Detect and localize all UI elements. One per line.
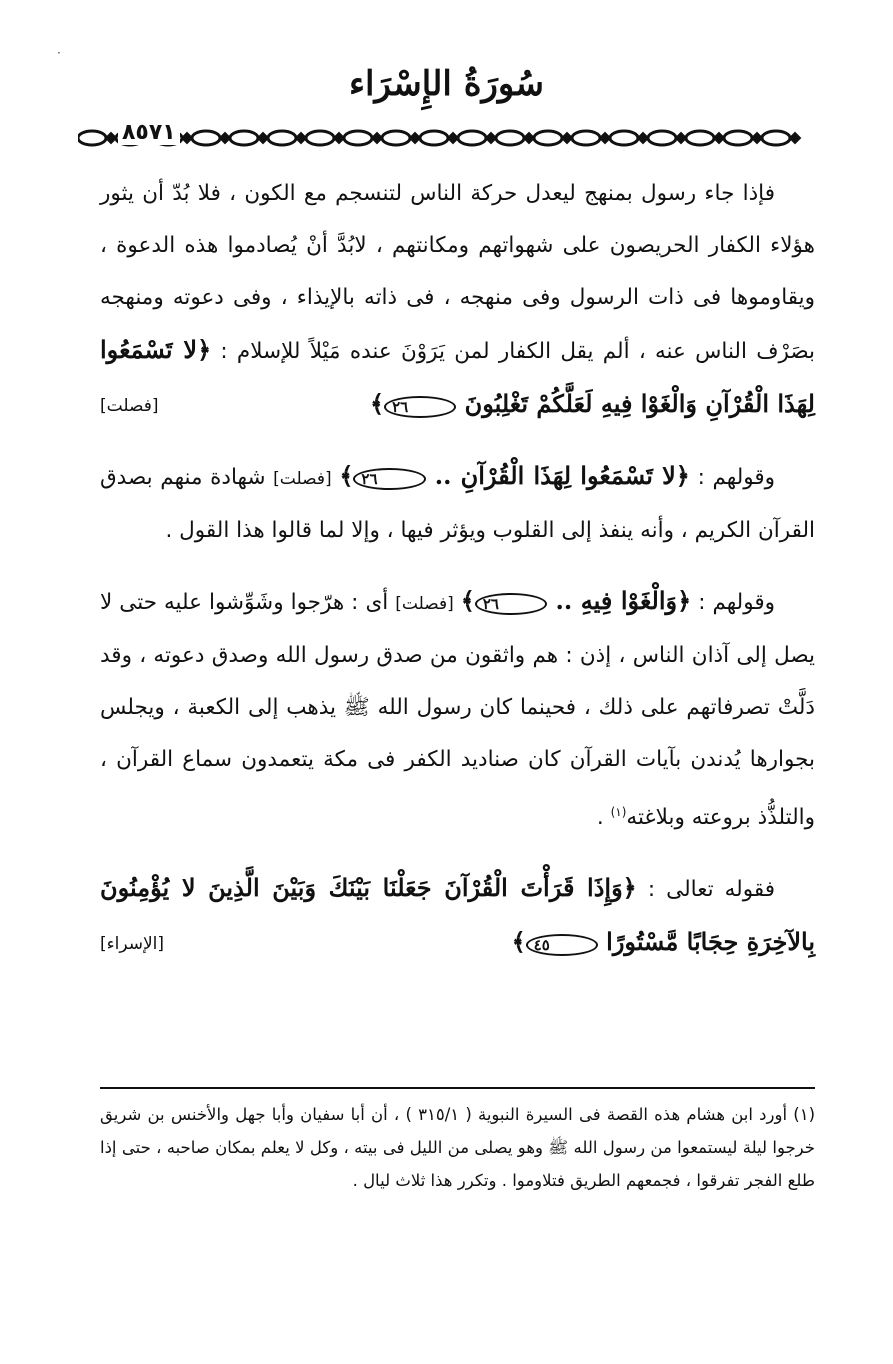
main-text — [100, 168, 815, 970]
ayah-number: ٤٥ — [526, 934, 598, 956]
paragraph-4 — [100, 862, 815, 970]
surah-title: سُورَةُ الإِسْرَاء — [349, 64, 544, 104]
paragraph-text: شهادة منهم بصدق القرآن الكريم ، وأنه ينفذ إلى القلوب ويؤثر فيها ، وإلا لما قالوا هذا القول . — [100, 465, 815, 543]
paragraph-1 — [100, 168, 815, 432]
paragraph-2 — [100, 450, 815, 557]
quran-verse: ﴿وَإِذَا قَرَأْتَ الْقُرْآنَ جَعَلْنَا بَيْنَكَ وَبَيْنَ الَّذِينَ لا يُؤْمِنُونَ بِالآخِرَةِ حِجَابًا مَّسْتُورًا ٤٥﴾ — [100, 873, 815, 957]
footnote-marker[interactable]: (١) — [610, 805, 627, 819]
page-number: ٨٥٧١ — [118, 120, 180, 145]
ayah-number: ٢٦ — [353, 468, 425, 490]
footnote-separator — [100, 1087, 815, 1089]
ayah-number: ٢٦ — [475, 593, 547, 615]
ornamental-chain-divider — [78, 126, 818, 150]
quran-verse: ﴿لا تَسْمَعُوا لِهَذَا الْقُرْآنِ وَالْغَوْا فِيهِ لَعَلَّكُمْ تَغْلِبُونَ ٢٦﴾ — [100, 335, 815, 418]
paragraph-text: أى : هرّجوا وشَوِّشوا عليه حتى لا يصل إلى آذان الناس ، إذن : هم واثقون من صدق رسول الله وصدق دعوته ، وقد دَلَّتْ تصرفاتهم على ذلك ، فحينما كان رسول الله ﷺ يذهب إلى الكعبة ، ويجلس بجوارها يُدندن بآيات القرآن كان صناديد الكفر فى مكة يتعمدون سماع القرآن ، والتلذُّذ بروعته وبلاغته — [100, 590, 815, 831]
paragraph-lead: وقولهم : — [697, 465, 776, 490]
paragraph-lead: وقولهم : — [698, 590, 776, 615]
quran-verse: ﴿لا تَسْمَعُوا لِهَذَا الْقُرْآنِ .. ٢٦﴾ — [339, 461, 690, 490]
surah-reference: [الإسراء] — [100, 934, 165, 955]
paragraph-text: فإذا جاء رسول بمنهج ليعدل حركة الناس لتنسجم مع الكون ، فلا بُدّ أن يثور هؤلاء الكفار الحريصون على شهواتهم ومكانتهم ، لابُدَّ أنْ يُصادموا هذه الدعوة ، ويقاوموها فى ذات الرسول وفى منهجه ، فى ذاته بالإيذاء ، وفى دعوته ومنهجه بصَرْف الناس عنه ، ألم يقل الكفار لمن يَرَوْنَ عنده مَيْلاً للإسلام : — [100, 181, 815, 364]
footnote: (١) أورد ابن هشام هذه القصة فى السيرة النبوية ( ٣١٥/١ ) ، أن أبا سفيان وأبا جهل والأخنس بن شريق خرجوا ليلة ليستمعوا من رسول الله ﷺ وهو يصلى من الليل فى بيته ، وكل لا يعلم بمكان صاحبه ، حتى إذا طلع الفجر تفرقوا ، فجمعهم الطريق فتلاوموا . وتكرر هذا ثلاث ليال . — [100, 1105, 815, 1190]
paragraph-lead: فقوله تعالى : — [647, 877, 775, 903]
surah-reference: [فصلت] — [273, 469, 332, 489]
quran-verse: ﴿وَالْغَوْا فِيهِ .. ٢٦﴾ — [460, 586, 692, 615]
scan-mark: · — [57, 46, 61, 60]
surah-reference: [فصلت] — [395, 594, 454, 614]
paragraph-3: وقولهم : ﴿وَالْغَوْا فِيهِ .. ٢٦﴾ [فصلت] أى : هرّجوا وشَوِّشوا عليه حتى لا يصل إلى آذان الناس ، إذن : هم واثقون من صدق رسول الله وصدق دعوته ، وقد دَلَّتْ تصرفاتهم على ذلك ، فحينما كان رسول الله ﷺ يذهب إلى الكعبة ، ويجلس بجوارها يُدندن بآيات القرآن كان صناديد الكفر فى مكة يتعمدون سماع القرآن ، والتلذُّذ بروعته وبلاغته$^{(١)}$ . — [100, 586, 815, 831]
surah-reference: [فصلت] — [100, 396, 159, 416]
ayah-number: ٢٦ — [384, 396, 456, 418]
